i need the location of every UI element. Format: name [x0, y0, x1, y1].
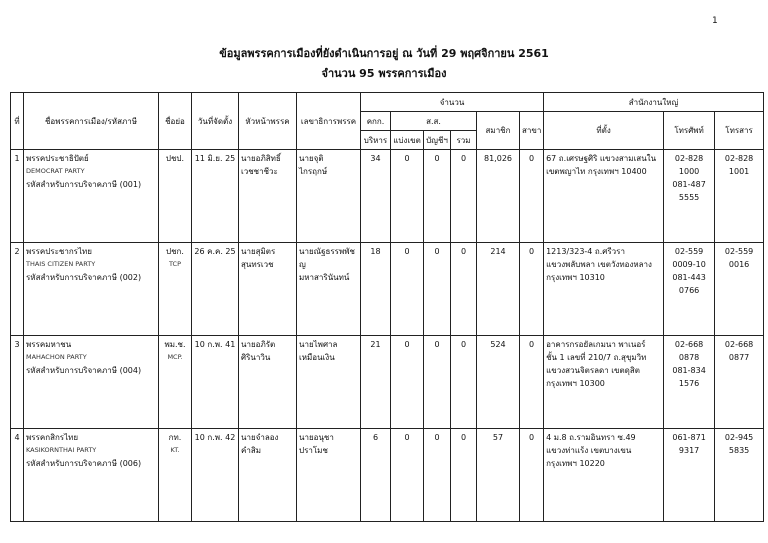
row-secretary-cell: [297, 336, 361, 429]
document-subtitle: จำนวน 95 พรรคการเมือง: [321, 67, 447, 80]
leader-line: นายจำลอง: [241, 433, 279, 442]
address-line: 67 ถ.เศรษฐศิริ แขวงสามเสนใน: [546, 154, 657, 163]
fax-line: 5835: [728, 446, 750, 455]
row-mp-list: 0: [424, 243, 451, 336]
address-line: แขวงพลับพลา เขตวังทองหลาง: [546, 260, 652, 269]
header-leader: หัวหน้าพรรค: [239, 93, 297, 150]
fax-line: 02-828: [724, 154, 754, 163]
row-address-cell: [544, 336, 664, 429]
fax-line: 0016: [728, 260, 750, 269]
party-name-th: พรรคกสิกรไทย: [26, 433, 79, 442]
row-mp-list: 0: [424, 429, 451, 522]
row-mp-constituency: 0: [391, 243, 424, 336]
leader-line: คำสิม: [241, 446, 261, 455]
row-founded: 10 ก.พ. 41: [192, 336, 239, 429]
table-body: [11, 150, 764, 522]
header-mp-constituency: แบ่งเขต: [391, 131, 424, 150]
phone-line: 061-871: [672, 433, 706, 442]
phone-line: 9317: [678, 446, 700, 455]
address-line: อาคารกรอยัลเกมนา พาเนอร์: [546, 340, 646, 349]
header-name: ชื่อพรรคการเมือง/รหัสภาษี: [24, 93, 159, 150]
row-members: 81,026: [477, 150, 520, 243]
page-number: 1: [712, 16, 718, 26]
row-branches: 0: [520, 429, 544, 522]
abbr-th: พม.ช.: [164, 340, 186, 349]
header-secretary: เลขาธิการพรรค: [297, 93, 361, 150]
row-secretary-cell: [297, 150, 361, 243]
party-name-th: พรรคประชากรไทย: [26, 247, 92, 256]
row-branches: 0: [520, 243, 544, 336]
address-line: แขวงสวนจิตรลดา เขตดุสิต: [546, 366, 640, 375]
row-no: 1: [11, 150, 24, 243]
abbr-en: TCP: [168, 260, 182, 268]
header-count-group: จำนวน: [361, 93, 544, 112]
party-table: [10, 92, 764, 522]
header-mp-total: รวม: [451, 131, 477, 150]
fax-line: 02-945: [724, 433, 754, 442]
row-leader-cell: [239, 429, 297, 522]
tax-code: รหัสสำหรับการบริจาคภาษี (002): [26, 273, 142, 282]
address-line: กรุงเทพฯ 10300: [546, 379, 605, 388]
leader-line: สุนทรเวช: [241, 260, 274, 269]
row-abbr-cell: [159, 150, 192, 243]
row-founded: 26 ค.ค. 25: [192, 243, 239, 336]
row-members: 524: [477, 336, 520, 429]
address-line: กรุงเทพฯ 10310: [546, 273, 605, 282]
row-mp-total: 0: [451, 429, 477, 522]
row-address-cell: [544, 150, 664, 243]
fax-line: 02-559: [724, 247, 754, 256]
row-fax-cell: [715, 150, 764, 243]
row-mp-total: 0: [451, 243, 477, 336]
abbr-th: กท.: [168, 433, 182, 442]
row-leader-cell: [239, 150, 297, 243]
row-no: 2: [11, 243, 24, 336]
row-phone-cell: [664, 243, 715, 336]
secretary-line: นายณัฐธรรพพัชญ: [299, 247, 355, 269]
row-name-cell: [24, 336, 159, 429]
phone-line: 081-487: [672, 180, 706, 189]
row-mp-constituency: 0: [391, 336, 424, 429]
header-founded: วันที่จัดตั้ง: [192, 93, 239, 150]
phone-line: 081-443: [672, 273, 706, 282]
row-fax-cell: [715, 243, 764, 336]
leader-line: นายอภิรัต: [241, 340, 276, 349]
row-branches: 0: [520, 150, 544, 243]
row-abbr-cell: [159, 336, 192, 429]
header-branches: สาขา: [520, 112, 544, 150]
party-name-en: DEMOCRAT PARTY: [26, 167, 85, 175]
phone-line: 1000: [678, 167, 700, 176]
row-leader-cell: [239, 243, 297, 336]
phone-line: 02-668: [674, 340, 704, 349]
header-mp-list: บัญชีฯ: [424, 131, 451, 150]
party-name-en: MAHACHON PARTY: [26, 353, 87, 361]
secretary-line: นายอนุชา: [299, 433, 334, 442]
table-row: [11, 336, 764, 429]
abbr-en: KT.: [170, 446, 180, 454]
party-name-en: KASIKORNTHAI PARTY: [26, 446, 97, 454]
header-mp-group: ส.ส.: [391, 112, 477, 131]
row-fax-cell: [715, 429, 764, 522]
row-committee: 6: [361, 429, 391, 522]
party-name-th: พรรคมหาชน: [26, 340, 72, 349]
header-hq-group: สำนักงานใหญ่: [544, 93, 764, 112]
address-line: 1213/323-4 ถ.ศรีวรา: [546, 247, 625, 256]
phone-line: 02-828: [674, 154, 704, 163]
phone-line: 0009-10: [672, 260, 706, 269]
phone-line: 5555: [678, 193, 700, 202]
row-branches: 0: [520, 336, 544, 429]
row-name-cell: [24, 150, 159, 243]
secretary-line: นายไพศาล: [299, 340, 338, 349]
fax-line: 1001: [728, 167, 750, 176]
table-header: [11, 93, 764, 150]
party-name-th: พรรคประชาธิปัตย์: [26, 154, 89, 163]
leader-line: นายสุมิตร: [241, 247, 276, 256]
fax-line: 0877: [728, 353, 750, 362]
document-title: ข้อมูลพรรคการเมืองที่ยังดำเนินการอยู่ ณ วันที่ 29 พฤศจิกายน 2561: [219, 47, 549, 60]
tax-code: รหัสสำหรับการบริจาคภาษี (001): [26, 180, 142, 189]
address-line: ชั้น 1 เลขที่ 210/7 ถ.สุขุมวิท: [546, 353, 647, 362]
address-line: เขตพญาไท กรุงเทพฯ 10400: [546, 167, 647, 176]
header-abbr: ชื่อย่อ: [159, 93, 192, 150]
abbr-th: ปชป.: [165, 154, 185, 163]
row-founded: 11 มิ.ย. 25: [192, 150, 239, 243]
row-mp-list: 0: [424, 150, 451, 243]
header-address: ที่ตั้ง: [544, 112, 664, 150]
header-phone: โทรศัพท์: [664, 112, 715, 150]
leader-line: เวชชาชีวะ: [241, 167, 278, 176]
secretary-line: นายจุติ: [299, 154, 324, 163]
leader-line: นายอภิสิทธิ์: [241, 154, 281, 163]
phone-line: 0766: [678, 286, 700, 295]
secretary-line: ปราโมช: [299, 446, 328, 455]
secretary-line: ไกรฤกษ์: [299, 167, 328, 176]
tax-code: รหัสสำหรับการบริจาคภาษี (006): [26, 459, 142, 468]
header-committee-2: บริหาร: [361, 131, 391, 150]
row-no: 4: [11, 429, 24, 522]
row-members: 57: [477, 429, 520, 522]
row-mp-total: 0: [451, 150, 477, 243]
row-mp-constituency: 0: [391, 150, 424, 243]
row-fax-cell: [715, 336, 764, 429]
row-phone-cell: [664, 336, 715, 429]
header-fax: โทรสาร: [715, 112, 764, 150]
secretary-line: มหาสารินันทน์: [299, 273, 350, 282]
row-abbr-cell: [159, 243, 192, 336]
phone-line: 02-559: [674, 247, 704, 256]
abbr-th: ปชก.: [166, 247, 184, 256]
row-mp-list: 0: [424, 336, 451, 429]
tax-code: รหัสสำหรับการบริจาคภาษี (004): [26, 366, 142, 375]
row-members: 214: [477, 243, 520, 336]
row-phone-cell: [664, 150, 715, 243]
phone-line: 081-834: [672, 366, 706, 375]
address-line: กรุงเทพฯ 10220: [546, 459, 605, 468]
phone-line: 1576: [678, 379, 700, 388]
row-mp-constituency: 0: [391, 429, 424, 522]
row-secretary-cell: [297, 429, 361, 522]
abbr-en: MCP.: [167, 353, 183, 361]
table-row: [11, 150, 764, 243]
header-members: สมาชิก: [477, 112, 520, 150]
row-committee: 21: [361, 336, 391, 429]
table-row: [11, 243, 764, 336]
party-name-en: THAIS CITIZEN PARTY: [26, 260, 96, 268]
row-committee: 34: [361, 150, 391, 243]
row-mp-total: 0: [451, 336, 477, 429]
address-line: แขวงท่าแร้ง เขตบางเขน: [546, 446, 632, 455]
row-abbr-cell: [159, 429, 192, 522]
row-secretary-cell: [297, 243, 361, 336]
row-address-cell: [544, 243, 664, 336]
row-no: 3: [11, 336, 24, 429]
row-phone-cell: [664, 429, 715, 522]
row-committee: 18: [361, 243, 391, 336]
row-name-cell: [24, 429, 159, 522]
row-leader-cell: [239, 336, 297, 429]
phone-line: 0878: [678, 353, 700, 362]
row-address-cell: [544, 429, 664, 522]
leader-line: ศิรินาวิน: [241, 353, 271, 362]
address-line: 4 ม.8 ถ.รามอินทรา ซ.49: [546, 433, 636, 442]
secretary-line: เหมือนเงิน: [299, 353, 335, 362]
fax-line: 02-668: [724, 340, 754, 349]
header-no: ที่: [11, 93, 24, 150]
row-name-cell: [24, 243, 159, 336]
table-row: [11, 429, 764, 522]
row-founded: 10 ก.พ. 42: [192, 429, 239, 522]
header-committee-1: คกก.: [361, 112, 391, 131]
